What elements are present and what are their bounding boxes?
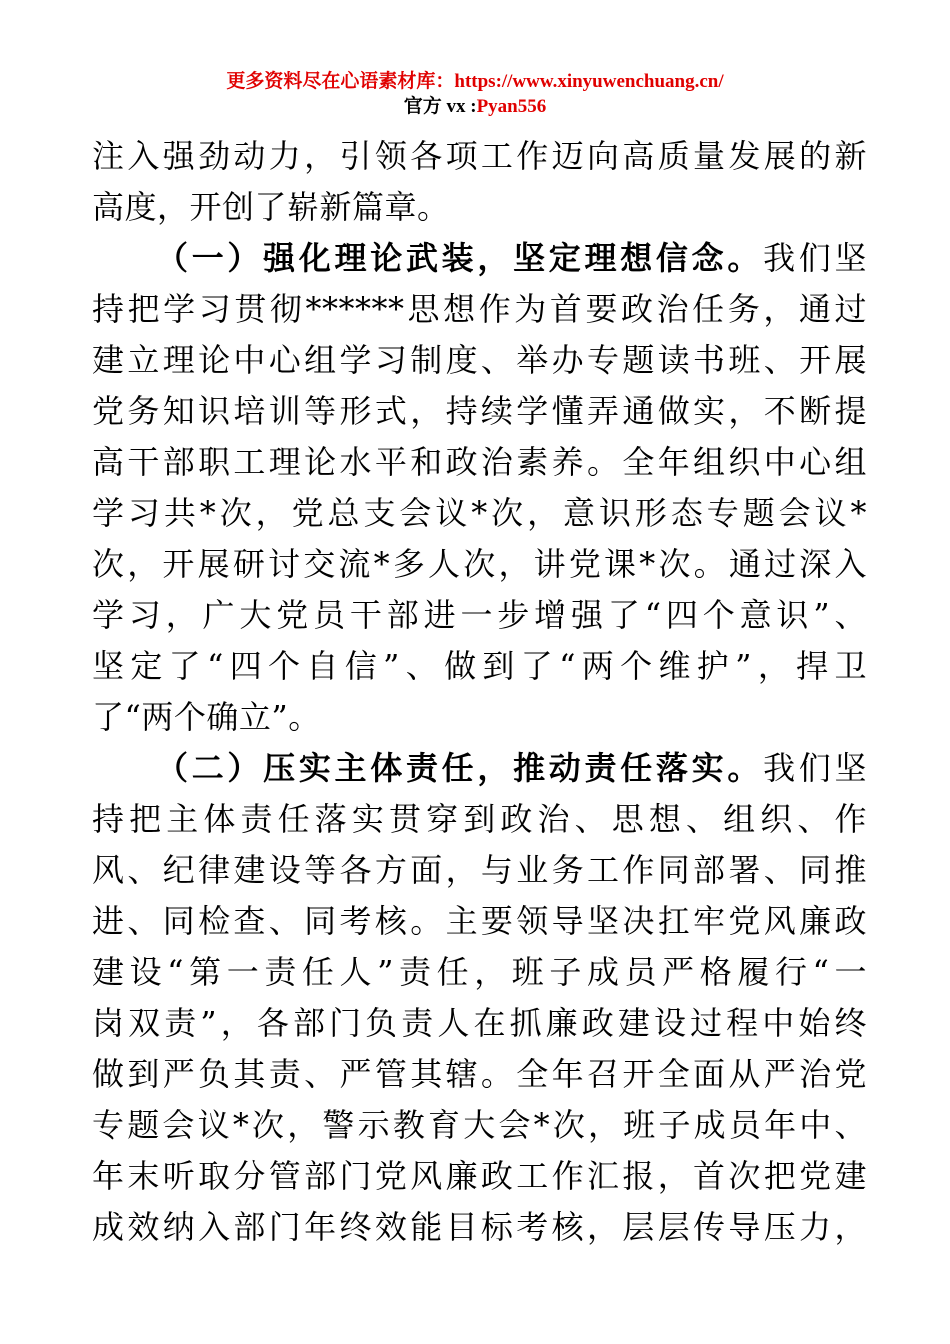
text-line: 坚定了“四个自信”、做到了“两个维护”，捍卫 — [92, 647, 867, 685]
text-line: 做到严负其责、严管其辖。全年召开全面从严治党 — [92, 1055, 867, 1093]
document-body — [92, 131, 867, 1253]
text-line: 了“两个确立”。 — [92, 698, 321, 736]
text-line: 年末听取分管部门党风廉政工作汇报，首次把党建 — [92, 1157, 867, 1195]
text-line: 次，开展研讨交流*多人次，讲党课*次。通过深入 — [92, 545, 867, 583]
section-heading-line — [92, 743, 867, 794]
header-url[interactable]: https://www.xinyuwenchuang.cn/ — [454, 71, 724, 92]
header-line-2 — [0, 95, 950, 119]
text-line: 进、同检查、同考核。主要领导坚决扛牢党风廉政 — [92, 902, 867, 940]
text-line: 专题会议*次，警示教育大会*次，班子成员年中、 — [92, 1106, 867, 1144]
paragraph-continued — [92, 131, 867, 233]
text-line: 学习，广大党员干部进一步增强了“四个意识”、 — [92, 596, 867, 634]
text-line: 学习共*次，党总支会议*次，意识形态专题会议* — [92, 494, 867, 532]
text-line: 高干部职工理论水平和政治素养。全年组织中心组 — [92, 443, 867, 481]
text-line: 风、纪律建设等各方面，与业务工作同部署、同推 — [92, 851, 867, 889]
header-contact-label: 官方 vx : — [403, 96, 477, 117]
text-line: 岗双责”，各部门负责人在抓廉政建设过程中始终 — [92, 1004, 867, 1042]
text-line: 注入强劲动力，引领各项工作迈向高质量发展的新 — [92, 137, 867, 175]
text-line: 持把主体责任落实贯穿到政治、思想、组织、作 — [92, 800, 867, 838]
text-fragment: 我们坚 — [763, 749, 867, 787]
text-line: 高度，开创了崭新篇章。 — [92, 188, 450, 226]
text-line: 成效纳入部门年终效能目标考核，层层传导压力， — [92, 1208, 867, 1246]
section-heading: （二）压实主体责任，推动责任落实。 — [156, 749, 764, 787]
text-line: 党务知识培训等形式，持续学懂弄通做实，不断提 — [92, 392, 867, 430]
section-heading: （一）强化理论武装，坚定理想信念。 — [156, 239, 764, 277]
paragraph-section-1 — [92, 233, 867, 743]
header-contact-id: Pyan556 — [476, 96, 547, 117]
text-fragment: 我们坚 — [763, 239, 867, 277]
watermark-header — [0, 70, 950, 119]
header-line-1 — [0, 70, 950, 94]
text-line: 建设“第一责任人”责任，班子成员严格履行“一 — [92, 953, 867, 991]
text-line: 持把学习贯彻******思想作为首要政治任务，通过 — [92, 290, 867, 328]
section-heading-line — [92, 233, 867, 284]
paragraph-section-2 — [92, 743, 867, 1253]
text-line: 建立理论中心组学习制度、举办专题读书班、开展 — [92, 341, 867, 379]
header-label: 更多资料尽在心语素材库： — [226, 71, 455, 92]
